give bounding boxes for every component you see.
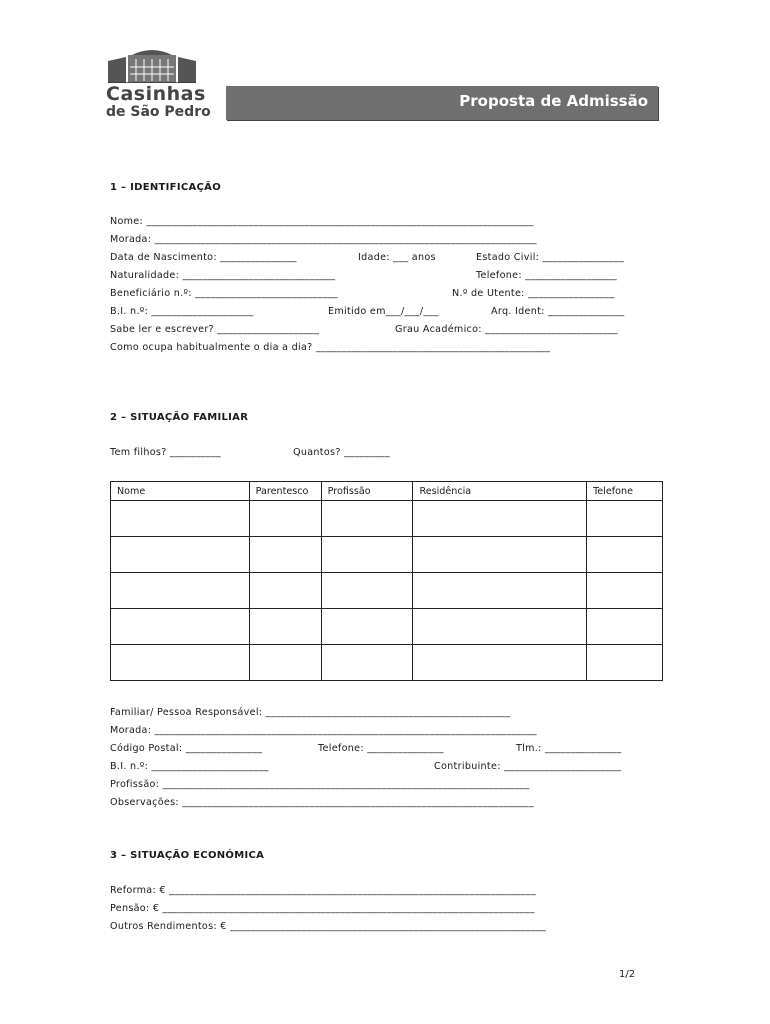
filhos-row [110, 446, 660, 460]
table-cell[interactable] [587, 573, 663, 609]
idade-field[interactable]: Idade: ___ anos [358, 252, 436, 263]
table-cell[interactable] [321, 537, 413, 573]
section-heading-familiar: 2 – SITUAÇÃO FAMILIAR [110, 412, 249, 423]
table-cell[interactable] [587, 501, 663, 537]
morada-field[interactable]: Morada: ___________________________________________________________________________ [110, 234, 537, 245]
pensao-row[interactable] [110, 902, 660, 916]
nome-field[interactable]: Nome: ____________________________________________________________________________ [110, 216, 534, 227]
observacoes-field[interactable]: Observações: _____________________________________________________________________ [110, 797, 534, 808]
logo-building-icon [106, 47, 198, 83]
tem-filhos-field[interactable]: Tem filhos? __________ [110, 447, 221, 458]
table-row [111, 537, 663, 573]
telefone-field[interactable]: Telefone: __________________ [476, 270, 617, 281]
table-cell[interactable] [321, 609, 413, 645]
data-nascimento-field[interactable]: Data de Nascimento: _______________ [110, 252, 297, 263]
page-title: Proposta de Admissão [459, 92, 648, 110]
table-cell[interactable] [587, 537, 663, 573]
utente-field[interactable]: N.º de Utente: _________________ [452, 288, 615, 299]
table-cell[interactable] [587, 609, 663, 645]
table-cell[interactable] [111, 573, 250, 609]
table-row [111, 609, 663, 645]
table-row [111, 645, 663, 681]
morada-familiar-field[interactable]: Morada: ___________________________________________________________________________ [110, 725, 537, 736]
tlm-field[interactable]: Tlm.: _______________ [516, 743, 622, 754]
table-cell[interactable] [111, 645, 250, 681]
bi-field[interactable]: B.I. n.º: ____________________ [110, 306, 254, 317]
estado-civil-field[interactable]: Estado Civil: ________________ [476, 252, 625, 263]
title-bar [226, 86, 658, 120]
table-cell[interactable] [111, 609, 250, 645]
table-cell[interactable] [249, 537, 321, 573]
ocupa-dia-field[interactable]: Como ocupa habitualmente o dia a dia? ______________________________________________ [110, 342, 551, 353]
column-header-telefone: Telefone [587, 482, 663, 501]
logo-text-line2: de São Pedro [106, 104, 211, 120]
table-cell[interactable] [413, 501, 587, 537]
column-header-parentesco: Parentesco [249, 482, 321, 501]
morada-familiar-row[interactable] [110, 724, 660, 738]
codigo-postal-field[interactable]: Código Postal: _______________ [110, 743, 263, 754]
emitido-field[interactable]: Emitido em___/___/___ [328, 306, 439, 317]
section-heading-identificacao: 1 – IDENTIFICAÇÃO [110, 182, 221, 193]
table-cell[interactable] [249, 573, 321, 609]
bi-row [110, 305, 660, 319]
table-cell[interactable] [249, 645, 321, 681]
page-number: 1/2 [619, 969, 636, 980]
table-cell[interactable] [587, 645, 663, 681]
telefone-familiar-field[interactable]: Telefone: _______________ [318, 743, 444, 754]
ocupa-row[interactable] [110, 341, 660, 355]
arq-ident-field[interactable]: Arq. Ident: _______________ [491, 306, 625, 317]
table-cell[interactable] [413, 645, 587, 681]
table-cell[interactable] [249, 501, 321, 537]
column-header-residencia: Residência [413, 482, 587, 501]
naturalidade-row [110, 269, 660, 283]
bi-familiar-field[interactable]: B.I. n.º: _______________________ [110, 761, 269, 772]
table-cell[interactable] [321, 501, 413, 537]
naturalidade-field[interactable]: Naturalidade: ______________________________ [110, 270, 336, 281]
bi-familiar-row [110, 760, 660, 774]
sabe-ler-field[interactable]: Sabe ler e escrever? ____________________ [110, 324, 320, 335]
contribuinte-field[interactable]: Contribuinte: _______________________ [434, 761, 622, 772]
sabe-ler-row [110, 323, 660, 337]
table-cell[interactable] [249, 609, 321, 645]
codigo-postal-row [110, 742, 660, 756]
family-table [110, 481, 663, 681]
table-row [111, 501, 663, 537]
beneficiario-field[interactable]: Beneficiário n.º: ____________________________ [110, 288, 338, 299]
observacoes-row[interactable] [110, 796, 660, 810]
reforma-row[interactable] [110, 884, 660, 898]
table-cell[interactable] [413, 537, 587, 573]
section-heading-economica: 3 – SITUAÇÃO ECONÓMICA [110, 850, 265, 861]
pensao-field[interactable]: Pensão: € _________________________________________________________________________ [110, 903, 535, 914]
responsavel-row[interactable] [110, 706, 660, 720]
table-header-row [111, 482, 663, 501]
grau-academico-field[interactable]: Grau Académico: __________________________ [395, 324, 618, 335]
column-header-nome: Nome [111, 482, 250, 501]
table-cell[interactable] [413, 609, 587, 645]
nome-field-row[interactable] [110, 215, 660, 229]
reforma-field[interactable]: Reforma: € ________________________________________________________________________ [110, 885, 537, 896]
morada-field-row[interactable] [110, 233, 660, 247]
profissao-row[interactable] [110, 778, 660, 792]
beneficiario-row [110, 287, 660, 301]
logo-text-line1: Casinhas [106, 83, 206, 105]
table-cell[interactable] [413, 573, 587, 609]
table-row [111, 573, 663, 609]
responsavel-field[interactable]: Familiar/ Pessoa Responsável: ________________________________________________ [110, 707, 511, 718]
outros-rendimentos-field[interactable]: Outros Rendimentos: € ______________________________________________________________ [110, 921, 547, 932]
table-cell[interactable] [111, 537, 250, 573]
quantos-field[interactable]: Quantos? _________ [293, 447, 390, 458]
column-header-profissao: Profissão [321, 482, 413, 501]
outros-rendimentos-row[interactable] [110, 920, 660, 934]
table-cell[interactable] [111, 501, 250, 537]
table-cell[interactable] [321, 645, 413, 681]
profissao-field[interactable]: Profissão: ________________________________________________________________________ [110, 779, 530, 790]
table-cell[interactable] [321, 573, 413, 609]
nascimento-row [110, 251, 660, 265]
